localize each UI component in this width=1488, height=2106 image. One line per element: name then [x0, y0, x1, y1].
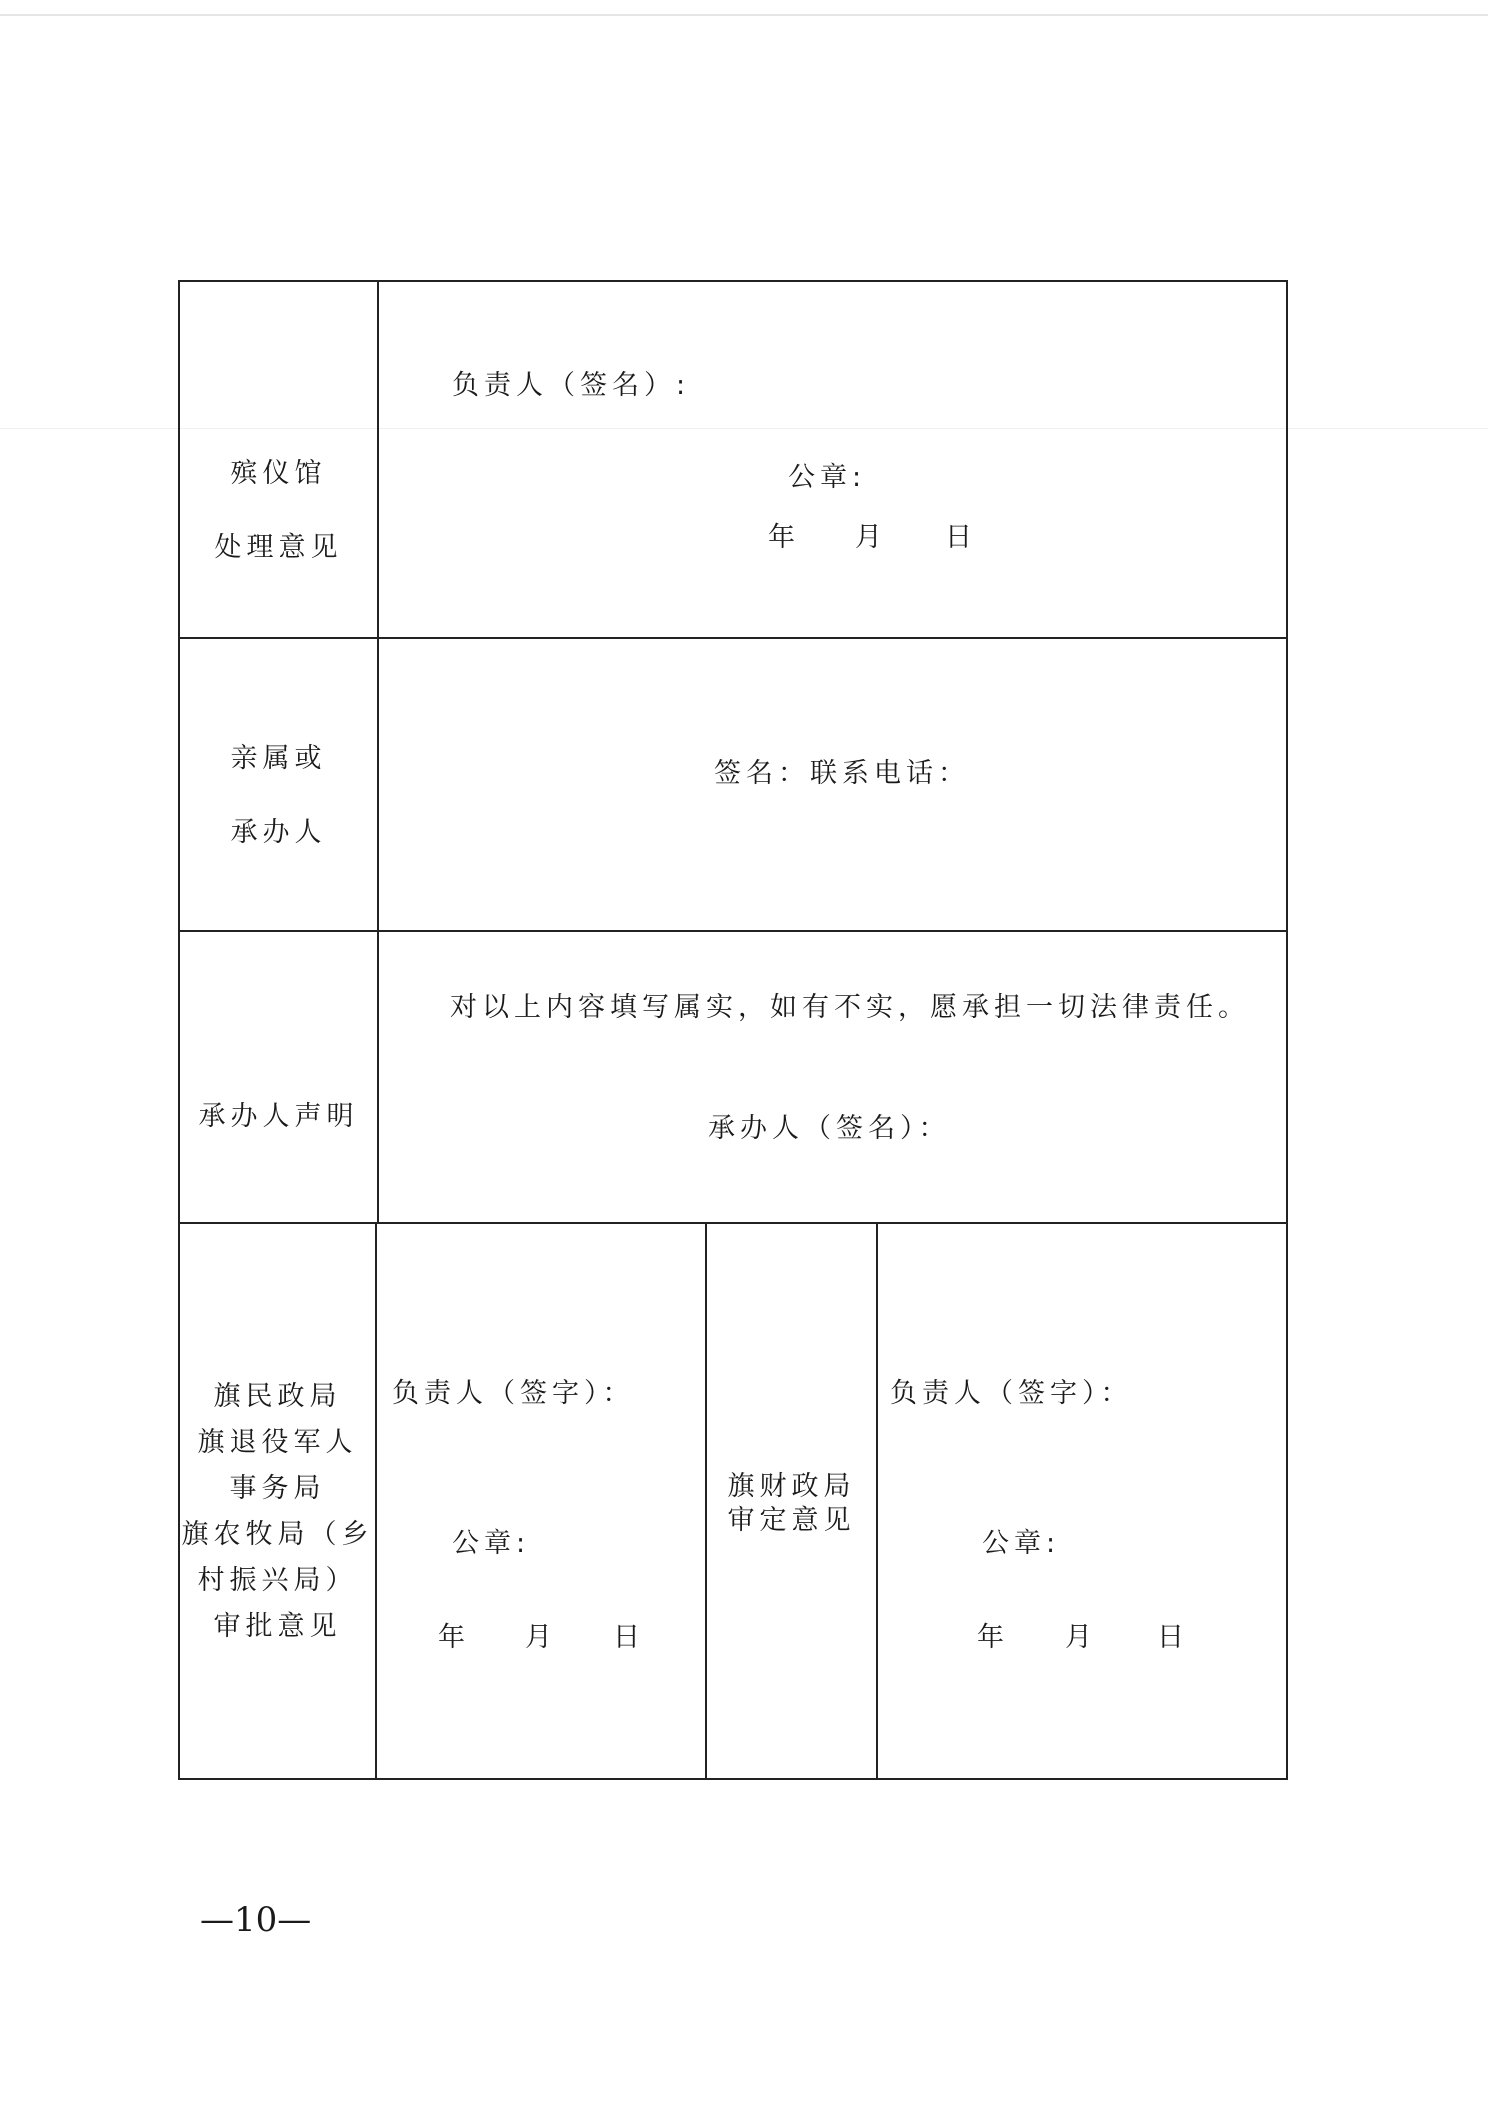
declaration-signature-field[interactable]: 承办人（签名）：: [708, 1113, 951, 1144]
funeral-home-seal-field[interactable]: 公章:: [788, 462, 867, 493]
finance-signature-field[interactable]: 负责人（签字）：: [890, 1378, 1133, 1409]
finance-label-line2: 审定意见: [727, 1505, 856, 1536]
page-number: —10—: [200, 1900, 312, 1940]
label-column-divider: [377, 282, 379, 1222]
declaration-statement: 对以上内容填写属实，如有不实，愿承担一切法律责任。: [450, 992, 1250, 1023]
finance-date-day: 日: [1157, 1622, 1189, 1653]
finance-seal-field[interactable]: 公章:: [982, 1528, 1061, 1559]
approval-label-line4: 旗农牧局（乡: [181, 1519, 374, 1550]
row-divider-3: [180, 1222, 1286, 1224]
row-divider-2: [180, 930, 1286, 932]
approval-signature-field[interactable]: 负责人（签字）：: [392, 1378, 635, 1409]
finance-label-divider: [876, 1222, 878, 1778]
approval-label-divider: [375, 1222, 377, 1778]
funeral-home-label: [180, 437, 377, 585]
funeral-home-label-line1: 殡仪馆: [230, 458, 327, 489]
relative-signature-phone-field[interactable]: 签名：联系电话：: [714, 758, 970, 789]
finance-date-month: 月: [1065, 1622, 1097, 1653]
approval-label-line5: 村振兴局）: [197, 1565, 358, 1596]
approval-label-line3: 事务局: [229, 1473, 326, 1504]
finance-label: [707, 1470, 876, 1538]
declaration-label: 承办人声明: [198, 1101, 359, 1132]
approval-date-day: 日: [613, 1622, 645, 1653]
approval-seal-field[interactable]: 公章:: [452, 1528, 531, 1559]
finance-label-line1: 旗财政局: [727, 1471, 856, 1502]
relative-label-line2: 承办人: [230, 817, 327, 848]
relative-label-line1: 亲属或: [230, 743, 327, 774]
funeral-home-date-day: 日: [945, 522, 977, 553]
funeral-home-label-line2: 处理意见: [214, 532, 343, 563]
approval-label: [180, 1374, 375, 1650]
funeral-home-signature-field[interactable]: 负责人（签名）:: [452, 370, 691, 401]
finance-date-year: 年: [977, 1622, 1009, 1653]
funeral-home-date-year: 年: [768, 522, 800, 553]
row-divider-1: [180, 637, 1286, 639]
approval-label-line2: 旗退役军人: [197, 1427, 358, 1458]
relative-label: [180, 722, 377, 870]
approval-label-line6: 审批意见: [213, 1611, 342, 1642]
scan-edge-line: [0, 14, 1488, 16]
approval-form-table: [178, 280, 1288, 1780]
funeral-home-date-month: 月: [855, 522, 887, 553]
approval-date-month: 月: [525, 1622, 557, 1653]
approval-date-year: 年: [438, 1622, 470, 1653]
approval-label-line1: 旗民政局: [213, 1381, 342, 1412]
